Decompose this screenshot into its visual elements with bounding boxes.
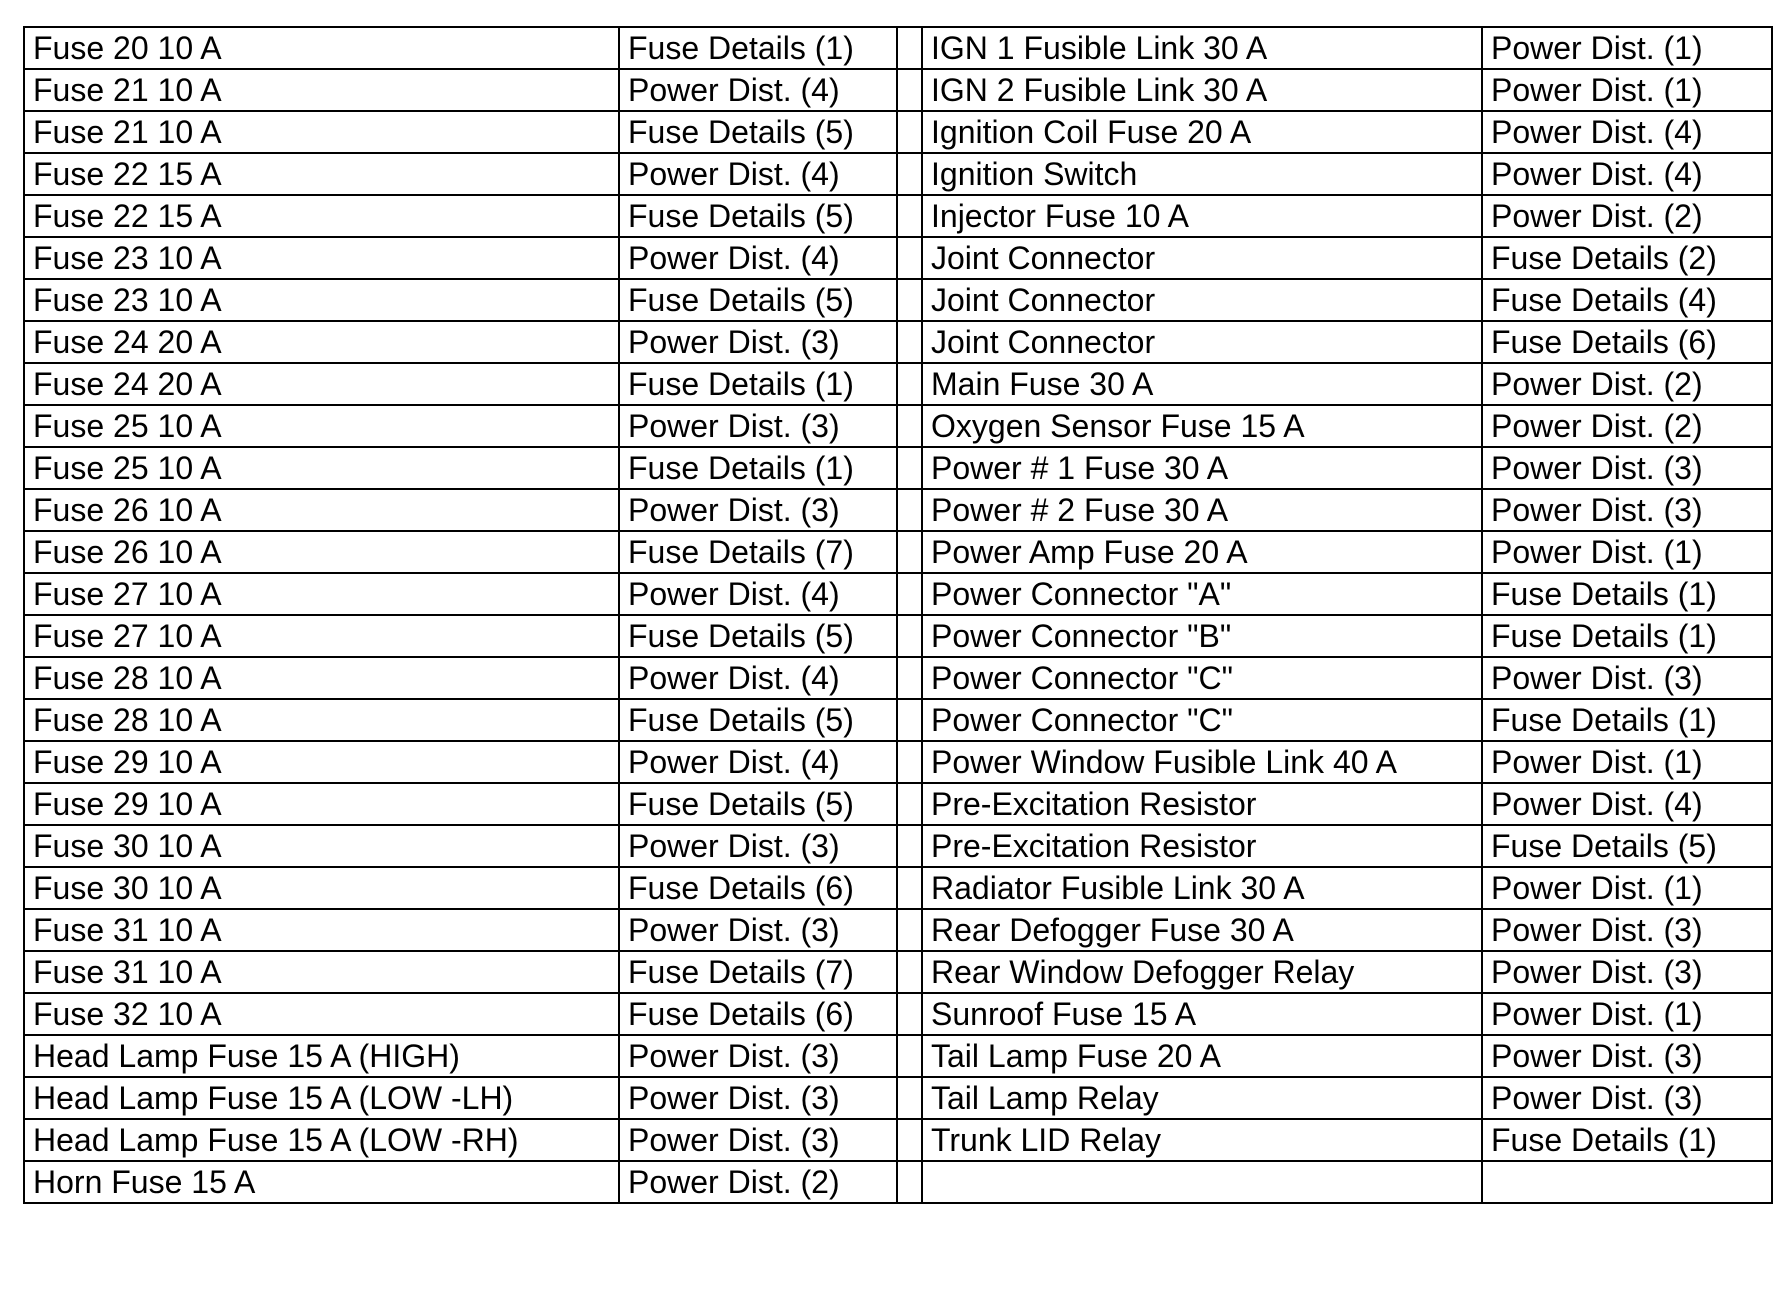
right-page-reference-cell: Power Dist. (2) bbox=[1482, 363, 1772, 405]
component-index-body bbox=[24, 27, 1772, 1203]
table-row bbox=[24, 825, 1772, 867]
left-component-name-cell: Fuse 20 10 A bbox=[24, 27, 619, 69]
table-row bbox=[24, 447, 1772, 489]
table-row bbox=[24, 867, 1772, 909]
table-row bbox=[24, 699, 1772, 741]
right-page-reference-cell: Power Dist. (1) bbox=[1482, 531, 1772, 573]
column-gap-cell bbox=[897, 27, 922, 69]
left-component-name-cell: Fuse 30 10 A bbox=[24, 825, 619, 867]
left-component-name-cell: Fuse 27 10 A bbox=[24, 573, 619, 615]
left-page-reference-cell: Fuse Details (6) bbox=[619, 993, 897, 1035]
left-component-name-cell: Head Lamp Fuse 15 A (LOW -RH) bbox=[24, 1119, 619, 1161]
left-component-name-cell: Fuse 29 10 A bbox=[24, 783, 619, 825]
left-component-name-cell: Fuse 32 10 A bbox=[24, 993, 619, 1035]
left-page-reference-cell: Fuse Details (1) bbox=[619, 363, 897, 405]
column-gap-cell bbox=[897, 993, 922, 1035]
table-row bbox=[24, 657, 1772, 699]
column-gap-cell bbox=[897, 279, 922, 321]
column-gap-cell bbox=[897, 111, 922, 153]
left-component-name-cell: Fuse 27 10 A bbox=[24, 615, 619, 657]
right-component-name-cell: Power # 1 Fuse 30 A bbox=[922, 447, 1482, 489]
left-page-reference-cell: Fuse Details (1) bbox=[619, 447, 897, 489]
left-page-reference-cell: Fuse Details (1) bbox=[619, 27, 897, 69]
table-row bbox=[24, 489, 1772, 531]
left-page-reference-cell: Fuse Details (7) bbox=[619, 951, 897, 993]
right-component-name-cell: Power # 2 Fuse 30 A bbox=[922, 489, 1482, 531]
left-page-reference-cell: Power Dist. (4) bbox=[619, 69, 897, 111]
right-component-name-cell: Tail Lamp Fuse 20 A bbox=[922, 1035, 1482, 1077]
right-component-name-cell: Power Connector "A" bbox=[922, 573, 1482, 615]
right-component-name-cell: Trunk LID Relay bbox=[922, 1119, 1482, 1161]
left-page-reference-cell: Fuse Details (7) bbox=[619, 531, 897, 573]
right-component-name-cell: Tail Lamp Relay bbox=[922, 1077, 1482, 1119]
left-component-name-cell: Fuse 31 10 A bbox=[24, 951, 619, 993]
right-page-reference-cell: Power Dist. (3) bbox=[1482, 909, 1772, 951]
left-component-name-cell: Fuse 25 10 A bbox=[24, 405, 619, 447]
table-row bbox=[24, 69, 1772, 111]
left-page-reference-cell: Fuse Details (6) bbox=[619, 867, 897, 909]
left-component-name-cell: Fuse 26 10 A bbox=[24, 531, 619, 573]
column-gap-cell bbox=[897, 573, 922, 615]
column-gap-cell bbox=[897, 909, 922, 951]
table-row bbox=[24, 153, 1772, 195]
table-row bbox=[24, 741, 1772, 783]
left-page-reference-cell: Power Dist. (4) bbox=[619, 237, 897, 279]
right-component-name-cell: Power Window Fusible Link 40 A bbox=[922, 741, 1482, 783]
table-row bbox=[24, 951, 1772, 993]
table-row bbox=[24, 909, 1772, 951]
table-row bbox=[24, 783, 1772, 825]
column-gap-cell bbox=[897, 825, 922, 867]
left-page-reference-cell: Power Dist. (3) bbox=[619, 321, 897, 363]
column-gap-cell bbox=[897, 531, 922, 573]
right-page-reference-cell bbox=[1482, 1161, 1772, 1203]
right-page-reference-cell: Power Dist. (1) bbox=[1482, 741, 1772, 783]
column-gap-cell bbox=[897, 1077, 922, 1119]
right-page-reference-cell: Fuse Details (5) bbox=[1482, 825, 1772, 867]
left-component-name-cell: Fuse 30 10 A bbox=[24, 867, 619, 909]
component-index-table bbox=[23, 26, 1773, 1204]
right-component-name-cell: Joint Connector bbox=[922, 279, 1482, 321]
column-gap-cell bbox=[897, 321, 922, 363]
right-component-name-cell: Pre-Excitation Resistor bbox=[922, 825, 1482, 867]
left-page-reference-cell: Power Dist. (3) bbox=[619, 909, 897, 951]
table-row bbox=[24, 1077, 1772, 1119]
right-component-name-cell: Ignition Switch bbox=[922, 153, 1482, 195]
left-component-name-cell: Fuse 25 10 A bbox=[24, 447, 619, 489]
right-component-name-cell: IGN 1 Fusible Link 30 A bbox=[922, 27, 1482, 69]
table-row bbox=[24, 279, 1772, 321]
column-gap-cell bbox=[897, 783, 922, 825]
left-page-reference-cell: Fuse Details (5) bbox=[619, 615, 897, 657]
column-gap-cell bbox=[897, 1161, 922, 1203]
table-row bbox=[24, 993, 1772, 1035]
column-gap-cell bbox=[897, 951, 922, 993]
left-page-reference-cell: Fuse Details (5) bbox=[619, 699, 897, 741]
right-page-reference-cell: Fuse Details (1) bbox=[1482, 699, 1772, 741]
left-component-name-cell: Fuse 26 10 A bbox=[24, 489, 619, 531]
right-component-name-cell: IGN 2 Fusible Link 30 A bbox=[922, 69, 1482, 111]
column-gap-cell bbox=[897, 657, 922, 699]
table-row bbox=[24, 1035, 1772, 1077]
right-component-name-cell: Oxygen Sensor Fuse 15 A bbox=[922, 405, 1482, 447]
right-page-reference-cell: Fuse Details (1) bbox=[1482, 1119, 1772, 1161]
column-gap-cell bbox=[897, 69, 922, 111]
right-component-name-cell: Rear Defogger Fuse 30 A bbox=[922, 909, 1482, 951]
column-gap-cell bbox=[897, 447, 922, 489]
right-page-reference-cell: Power Dist. (2) bbox=[1482, 195, 1772, 237]
right-page-reference-cell: Power Dist. (3) bbox=[1482, 951, 1772, 993]
left-page-reference-cell: Power Dist. (4) bbox=[619, 741, 897, 783]
left-component-name-cell: Fuse 22 15 A bbox=[24, 195, 619, 237]
right-page-reference-cell: Fuse Details (2) bbox=[1482, 237, 1772, 279]
column-gap-cell bbox=[897, 1119, 922, 1161]
right-component-name-cell bbox=[922, 1161, 1482, 1203]
left-page-reference-cell: Power Dist. (3) bbox=[619, 1077, 897, 1119]
right-page-reference-cell: Fuse Details (1) bbox=[1482, 573, 1772, 615]
left-component-name-cell: Fuse 24 20 A bbox=[24, 321, 619, 363]
left-component-name-cell: Fuse 28 10 A bbox=[24, 657, 619, 699]
right-page-reference-cell: Fuse Details (6) bbox=[1482, 321, 1772, 363]
right-page-reference-cell: Power Dist. (1) bbox=[1482, 867, 1772, 909]
left-page-reference-cell: Power Dist. (4) bbox=[619, 657, 897, 699]
right-component-name-cell: Ignition Coil Fuse 20 A bbox=[922, 111, 1482, 153]
right-page-reference-cell: Power Dist. (4) bbox=[1482, 153, 1772, 195]
column-gap-cell bbox=[897, 195, 922, 237]
left-page-reference-cell: Fuse Details (5) bbox=[619, 195, 897, 237]
column-gap-cell bbox=[897, 237, 922, 279]
column-gap-cell bbox=[897, 741, 922, 783]
right-page-reference-cell: Power Dist. (4) bbox=[1482, 111, 1772, 153]
table-row bbox=[24, 573, 1772, 615]
left-component-name-cell: Horn Fuse 15 A bbox=[24, 1161, 619, 1203]
right-page-reference-cell: Power Dist. (1) bbox=[1482, 993, 1772, 1035]
left-page-reference-cell: Fuse Details (5) bbox=[619, 279, 897, 321]
right-page-reference-cell: Power Dist. (2) bbox=[1482, 405, 1772, 447]
table-row bbox=[24, 615, 1772, 657]
left-page-reference-cell: Fuse Details (5) bbox=[619, 111, 897, 153]
left-page-reference-cell: Power Dist. (3) bbox=[619, 405, 897, 447]
left-page-reference-cell: Power Dist. (3) bbox=[619, 1035, 897, 1077]
table-row bbox=[24, 195, 1772, 237]
left-page-reference-cell: Power Dist. (2) bbox=[619, 1161, 897, 1203]
right-page-reference-cell: Fuse Details (4) bbox=[1482, 279, 1772, 321]
right-component-name-cell: Power Connector "C" bbox=[922, 699, 1482, 741]
left-page-reference-cell: Fuse Details (5) bbox=[619, 783, 897, 825]
right-page-reference-cell: Power Dist. (4) bbox=[1482, 783, 1772, 825]
right-page-reference-cell: Power Dist. (3) bbox=[1482, 489, 1772, 531]
right-component-name-cell: Sunroof Fuse 15 A bbox=[922, 993, 1482, 1035]
left-component-name-cell: Fuse 23 10 A bbox=[24, 237, 619, 279]
right-page-reference-cell: Fuse Details (1) bbox=[1482, 615, 1772, 657]
table-row bbox=[24, 405, 1772, 447]
right-component-name-cell: Joint Connector bbox=[922, 321, 1482, 363]
left-component-name-cell: Fuse 22 15 A bbox=[24, 153, 619, 195]
table-row bbox=[24, 237, 1772, 279]
table-row bbox=[24, 111, 1772, 153]
left-page-reference-cell: Power Dist. (3) bbox=[619, 825, 897, 867]
column-gap-cell bbox=[897, 405, 922, 447]
table-row bbox=[24, 1161, 1772, 1203]
right-component-name-cell: Radiator Fusible Link 30 A bbox=[922, 867, 1482, 909]
right-page-reference-cell: Power Dist. (3) bbox=[1482, 1077, 1772, 1119]
right-component-name-cell: Joint Connector bbox=[922, 237, 1482, 279]
left-component-name-cell: Head Lamp Fuse 15 A (HIGH) bbox=[24, 1035, 619, 1077]
right-page-reference-cell: Power Dist. (3) bbox=[1482, 1035, 1772, 1077]
left-component-name-cell: Fuse 21 10 A bbox=[24, 69, 619, 111]
table-row bbox=[24, 321, 1772, 363]
right-page-reference-cell: Power Dist. (3) bbox=[1482, 447, 1772, 489]
left-page-reference-cell: Power Dist. (3) bbox=[619, 1119, 897, 1161]
column-gap-cell bbox=[897, 867, 922, 909]
left-page-reference-cell: Power Dist. (3) bbox=[619, 489, 897, 531]
column-gap-cell bbox=[897, 153, 922, 195]
right-component-name-cell: Power Connector "C" bbox=[922, 657, 1482, 699]
left-component-name-cell: Fuse 21 10 A bbox=[24, 111, 619, 153]
left-page-reference-cell: Power Dist. (4) bbox=[619, 153, 897, 195]
left-component-name-cell: Fuse 23 10 A bbox=[24, 279, 619, 321]
right-component-name-cell: Main Fuse 30 A bbox=[922, 363, 1482, 405]
column-gap-cell bbox=[897, 1035, 922, 1077]
left-page-reference-cell: Power Dist. (4) bbox=[619, 573, 897, 615]
left-component-name-cell: Fuse 24 20 A bbox=[24, 363, 619, 405]
table-row bbox=[24, 27, 1772, 69]
right-component-name-cell: Power Amp Fuse 20 A bbox=[922, 531, 1482, 573]
right-page-reference-cell: Power Dist. (1) bbox=[1482, 27, 1772, 69]
right-component-name-cell: Pre-Excitation Resistor bbox=[922, 783, 1482, 825]
right-page-reference-cell: Power Dist. (1) bbox=[1482, 69, 1772, 111]
table-row bbox=[24, 531, 1772, 573]
right-page-reference-cell: Power Dist. (3) bbox=[1482, 657, 1772, 699]
left-component-name-cell: Fuse 29 10 A bbox=[24, 741, 619, 783]
column-gap-cell bbox=[897, 699, 922, 741]
column-gap-cell bbox=[897, 489, 922, 531]
left-component-name-cell: Fuse 28 10 A bbox=[24, 699, 619, 741]
column-gap-cell bbox=[897, 615, 922, 657]
right-component-name-cell: Power Connector "B" bbox=[922, 615, 1482, 657]
right-component-name-cell: Injector Fuse 10 A bbox=[922, 195, 1482, 237]
table-row bbox=[24, 363, 1772, 405]
table-row bbox=[24, 1119, 1772, 1161]
left-component-name-cell: Head Lamp Fuse 15 A (LOW -LH) bbox=[24, 1077, 619, 1119]
right-component-name-cell: Rear Window Defogger Relay bbox=[922, 951, 1482, 993]
column-gap-cell bbox=[897, 363, 922, 405]
left-component-name-cell: Fuse 31 10 A bbox=[24, 909, 619, 951]
